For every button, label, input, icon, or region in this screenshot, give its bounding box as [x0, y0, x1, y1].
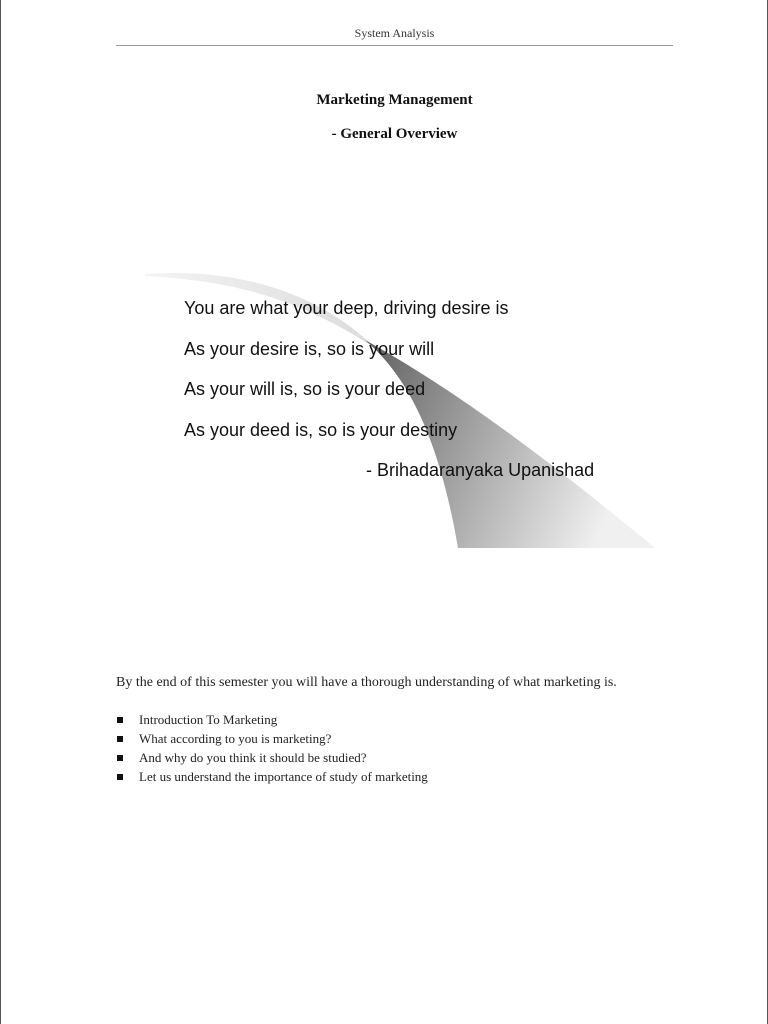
running-header: System Analysis: [354, 26, 435, 40]
quote-line-2: As your desire is, so is your will: [184, 339, 435, 359]
topic-list: [116, 712, 428, 788]
square-bullet-icon: [117, 717, 123, 723]
square-bullet-icon: [117, 774, 123, 780]
quote-line-1: You are what your deep, driving desire is: [184, 298, 509, 318]
page-border-left: [0, 0, 1, 1024]
quote-line-3: As your will is, so is your deed: [184, 379, 426, 399]
list-item-text: Let us understand the importance of study of marketing: [139, 769, 428, 784]
list-item-text: What according to you is marketing?: [139, 731, 332, 746]
quote-line-4: As your deed is, so is your destiny: [184, 420, 458, 440]
square-bullet-icon: [117, 755, 123, 761]
list-item-text: And why do you think it should be studied?: [139, 750, 367, 765]
page-title: Marketing Management: [316, 92, 473, 108]
header-rule: [116, 45, 673, 46]
intro-paragraph: By the end of this semester you will have a thorough understanding of what marketing is.: [116, 675, 617, 690]
list-item: [116, 712, 428, 731]
list-item-text: Introduction To Marketing: [139, 712, 278, 727]
quote-attribution: - Brihadaranyaka Upanishad: [366, 460, 595, 480]
list-item: [116, 731, 428, 750]
page-subtitle: - General Overview: [331, 126, 458, 142]
list-item: [116, 769, 428, 788]
list-item: [116, 750, 428, 769]
square-bullet-icon: [117, 736, 123, 742]
